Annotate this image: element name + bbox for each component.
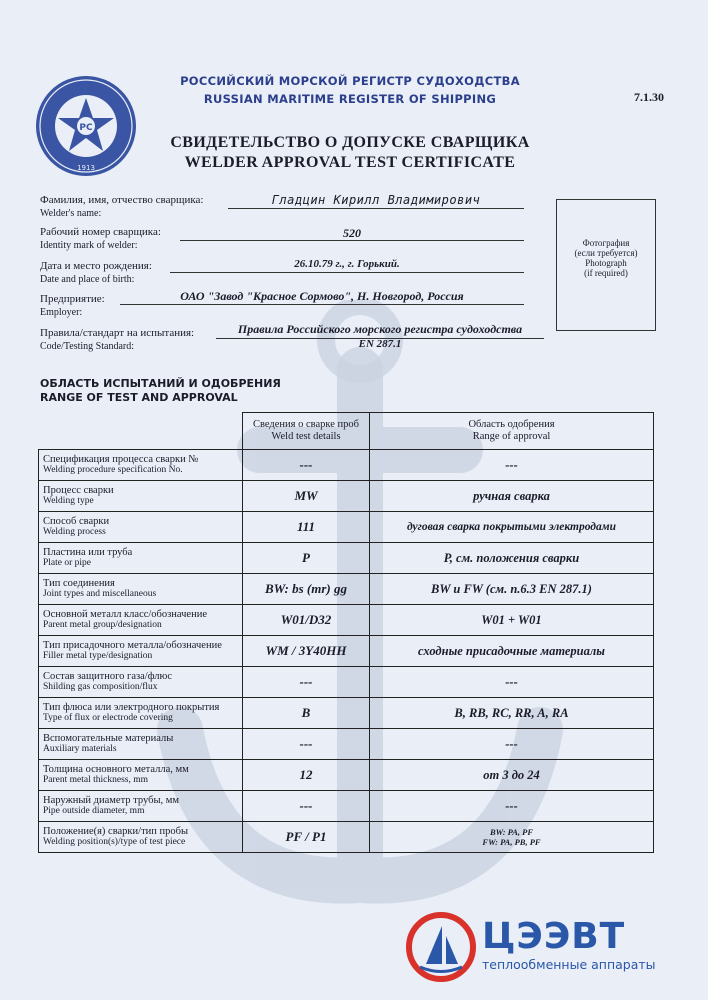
approval-value: W01 + W01: [370, 605, 654, 636]
approval-value: ручная сварка: [370, 481, 654, 512]
approval-value: от 3 до 24: [370, 760, 654, 791]
approval-range-header: Область одобрения Range of approval: [370, 413, 654, 450]
approval-value: дуговая сварка покрытыми электродами: [370, 512, 654, 543]
row-label: Наружный диаметр трубы, мм Pipe outside diameter, mm: [39, 791, 243, 822]
row-label: Положение(я) сварки/тип пробы Welding position(s)/type of test piece: [39, 822, 243, 853]
weld-value: ---: [243, 791, 370, 822]
row-label: Пластина или труба Plate or pipe: [39, 543, 243, 574]
row-label: Основной металл класс/обозначение Parent metal group/designation: [39, 605, 243, 636]
weld-value: PF / P1: [243, 822, 370, 853]
weld-details-header: Сведения о сварке проб Weld test details: [243, 413, 370, 450]
welder-name-value: Гладцин Кирилл Владимирович: [271, 193, 481, 207]
birth-label: Дата и место рождения: Date and place of birth:: [40, 260, 152, 285]
welder-name-label: Фамилия, имя, отчество сварщика: Welder's name:: [40, 194, 204, 219]
table-row: [39, 698, 654, 729]
approval-value: BW и FW (см. п.6.3 EN 287.1): [370, 574, 654, 605]
approval-value: B, RB, RC, RR, A, RA: [370, 698, 654, 729]
weld-value: WM / 3Y40HH: [243, 636, 370, 667]
table-row: [39, 729, 654, 760]
svg-text:1913: 1913: [77, 164, 95, 172]
approval-table: [38, 412, 654, 853]
table-row: [39, 481, 654, 512]
register-name-en: RUSSIAN MARITIME REGISTER OF SHIPPING: [203, 92, 497, 106]
weld-value: ---: [243, 450, 370, 481]
weld-value: ---: [243, 667, 370, 698]
approval-value: сходные присадочные материалы: [370, 636, 654, 667]
table-row: [39, 667, 654, 698]
approval-value: ---: [370, 729, 654, 760]
row-label: Тип флюса или электродного покрытия Type of flux or electrode covering: [39, 698, 243, 729]
identity-mark-value: 520: [343, 226, 361, 240]
weld-value: MW: [243, 481, 370, 512]
certificate-title-ru: СВИДЕТЕЛЬСТВО О ДОПУСКЕ СВАРЩИКА: [170, 134, 530, 151]
weld-value: 111: [243, 512, 370, 543]
approval-value: ---: [370, 791, 654, 822]
range-heading: ОБЛАСТЬ ИСПЫТАНИЙ И ОДОБРЕНИЯ RANGE OF TEST AND APPROVAL: [40, 377, 281, 404]
employer-label: Предприятие: Employer:: [40, 293, 105, 318]
row-label: Состав защитного газа/флюс Shilding gas composition/flux: [39, 667, 243, 698]
row-label: Способ сварки Welding process: [39, 512, 243, 543]
identity-mark-label: Рабочий номер сварщика: Identity mark of welder:: [40, 226, 161, 251]
approval-value: P, см. положения сварки: [370, 543, 654, 574]
welder-name-line: [228, 208, 524, 209]
weld-value: BW: bs (mr) gg: [243, 574, 370, 605]
svg-text:РС: РС: [79, 123, 93, 133]
table-row: [39, 636, 654, 667]
standard-label: Правила/стандарт на испытания: Code/Testing Standard:: [40, 327, 195, 352]
approval-value: ---: [370, 667, 654, 698]
table-row: [39, 760, 654, 791]
row-label: Процесс сварки Welding type: [39, 481, 243, 512]
row-label: Вспомогательные материалы Auxiliary materials: [39, 729, 243, 760]
employer-line: [120, 304, 524, 305]
standard-value-en: EN 287.1: [358, 338, 402, 350]
weld-value: B: [243, 698, 370, 729]
brand-name: ЦЭЭВТ: [482, 916, 626, 957]
table-row: [39, 791, 654, 822]
table-row: [39, 574, 654, 605]
table-row: [39, 512, 654, 543]
weld-value: W01/D32: [243, 605, 370, 636]
weld-value: ---: [243, 729, 370, 760]
form-code: 7.1.30: [634, 90, 664, 104]
brand-tagline: теплообменные аппараты: [482, 957, 656, 972]
birth-line: [170, 272, 524, 273]
row-label: Тип присадочного металла/обозначение Filler metal type/designation: [39, 636, 243, 667]
approval-value: ---: [370, 450, 654, 481]
standard-value: Правила Российского морского регистра судоходства: [237, 322, 523, 336]
employer-value: ОАО "Завод "Красное Сормово", Н. Новгород, Россия: [180, 289, 464, 303]
photo-box: [556, 199, 656, 331]
table-row: [39, 543, 654, 574]
row-label: Толщина основного металла, мм Parent metal thickness, mm: [39, 760, 243, 791]
table-corner: [39, 413, 243, 450]
table-header-row: [39, 413, 654, 450]
table-row: [39, 605, 654, 636]
weld-value: P: [243, 543, 370, 574]
register-name-ru: РОССИЙСКИЙ МОРСКОЙ РЕГИСТР СУДОХОДСТВА: [180, 74, 520, 88]
row-label: Спецификация процесса сварки № Welding procedure specification No.: [39, 450, 243, 481]
table-row: [39, 450, 654, 481]
table-row: [39, 822, 654, 853]
certificate-title-en: WELDER APPROVAL TEST CERTIFICATE: [184, 154, 516, 171]
weld-value: 12: [243, 760, 370, 791]
brand-logo-icon: [406, 912, 476, 982]
birth-value: 26.10.79 г., г. Горький.: [294, 258, 400, 270]
approval-value: BW: PA, PF FW: PA, PB, PF: [370, 822, 654, 853]
photo-caption: Фотография (если требуется) Photograph (if required): [574, 238, 638, 278]
row-label: Тип соединения Joint types and miscellaneous: [39, 574, 243, 605]
